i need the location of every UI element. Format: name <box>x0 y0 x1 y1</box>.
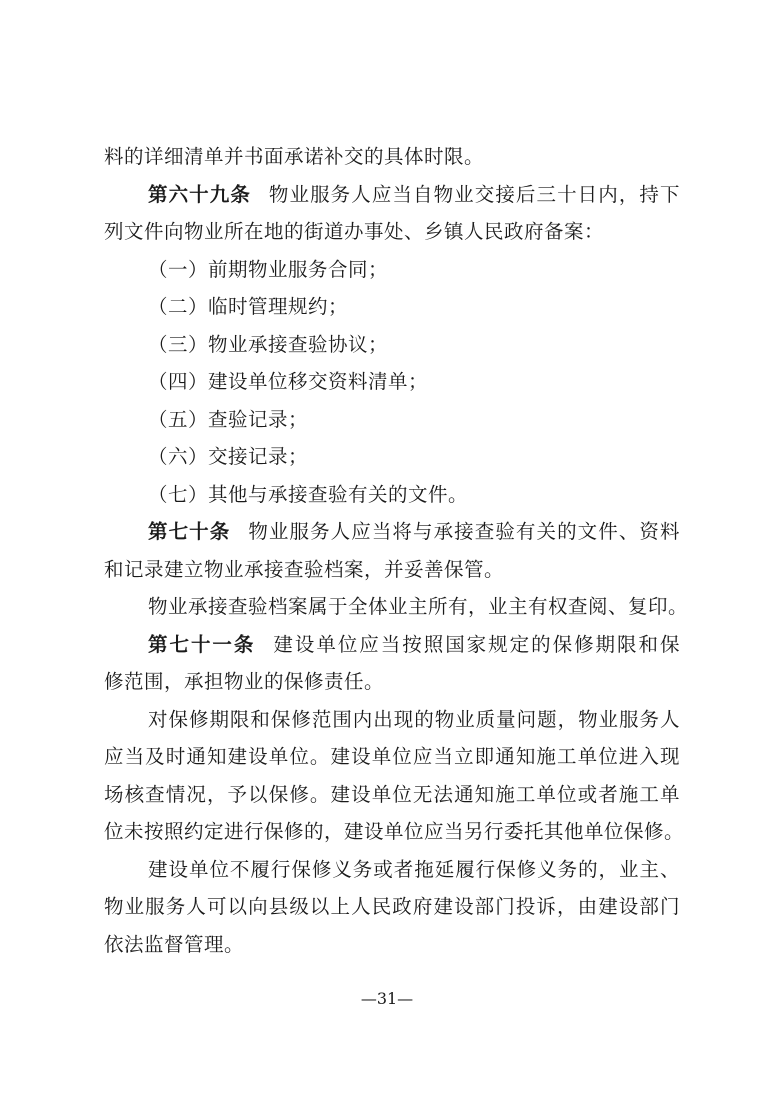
article-69-item: （七）其他与承接查验有关的文件。 <box>148 483 469 506</box>
article-71-para3-line: 建设单位不履行保修义务或者拖延履行保修义务的，业主、 <box>148 858 680 881</box>
article-69-text: 物业服务人应当自物业交接后三十日内，持下 <box>268 183 680 206</box>
article-69-item: （三）物业承接查验协议； <box>148 333 389 356</box>
article-70-first-line <box>148 517 680 547</box>
article-71-para3-line: 物业服务人可以向县级以上人民政府建设部门投诉，由建设部门 <box>104 895 680 918</box>
article-69-first-line <box>148 180 680 210</box>
page-number: —31— <box>360 989 414 1008</box>
article-71-para2-line: 场核查情况，予以保修。建设单位无法通知施工单位或者施工单 <box>104 783 680 806</box>
article-69-item: （二）临时管理规约； <box>148 295 349 318</box>
article-70-line-2: 和记录建立物业承接查验档案，并妥善保管。 <box>104 558 505 581</box>
article-71-text: 建设单位应当按照国家规定的保修期限和保 <box>273 633 680 656</box>
article-70-heading: 第七十条 <box>148 520 231 543</box>
article-71-para2-line: 应当及时通知建设单位。建设单位应当立即通知施工单位进入现 <box>104 745 680 768</box>
article-71-first-line <box>148 630 680 660</box>
article-69-heading: 第六十九条 <box>148 183 251 206</box>
article-69-item: （五）查验记录； <box>148 408 309 431</box>
article-71-line-2: 修范围，承担物业的保修责任。 <box>104 670 385 693</box>
article-71-heading: 第七十一条 <box>148 633 256 656</box>
article-71-para2-line: 位未按照约定进行保修的，建设单位应当另行委托其他单位保修。 <box>104 820 685 843</box>
article-70-paragraph-2: 物业承接查验档案属于全体业主所有，业主有权查阅、复印。 <box>148 595 689 618</box>
article-68-tail-line: 料的详细清单并书面承诺补交的具体时限。 <box>104 145 485 168</box>
article-69-item: （四）建设单位移交资料清单； <box>148 370 429 393</box>
article-71-para2-line: 对保修期限和保修范围内出现的物业质量问题，物业服务人 <box>148 708 680 731</box>
article-71-para3-line: 依法监督管理。 <box>104 933 245 956</box>
article-69-item: （六）交接记录； <box>148 445 309 468</box>
article-69-item: （一）前期物业服务合同； <box>148 258 389 281</box>
article-69-line-2: 列文件向物业所在地的街道办事处、乡镇人民政府备案： <box>104 220 605 243</box>
article-70-text: 物业服务人应当将与承接查验有关的文件、资料 <box>248 520 680 543</box>
